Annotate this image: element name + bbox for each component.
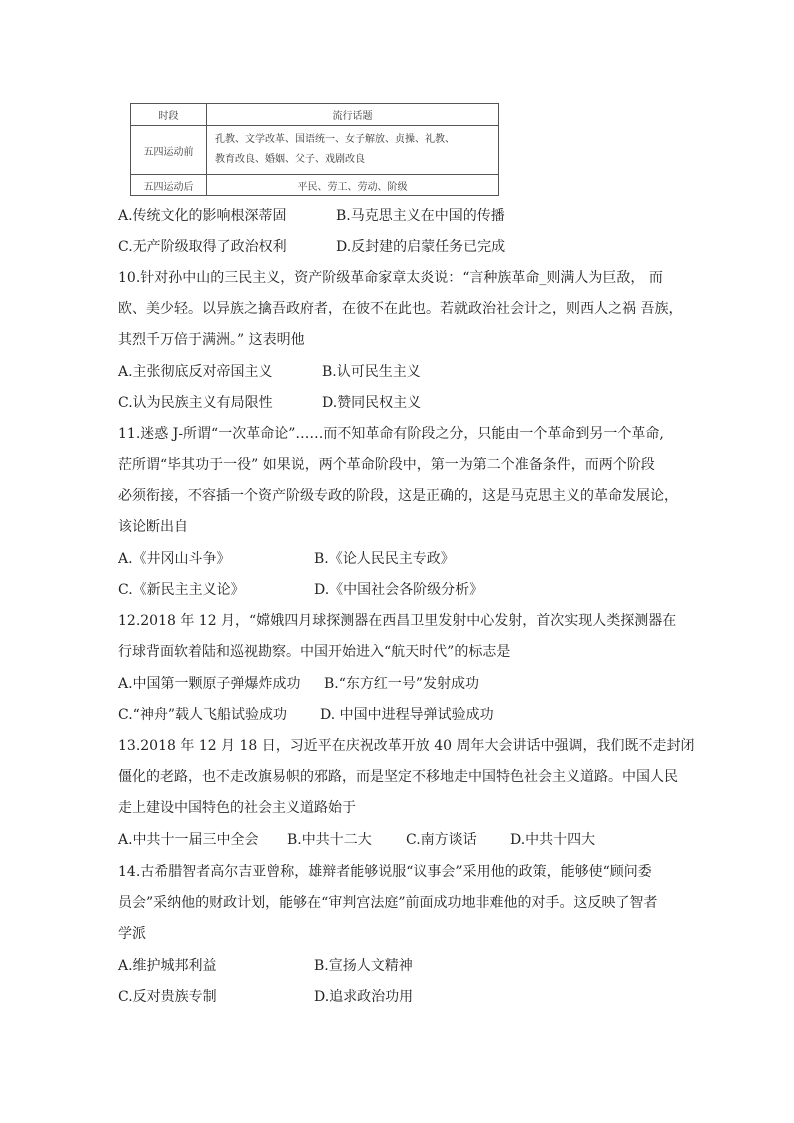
q9-option-d: D.反封建的启蒙任务已完成 <box>336 239 506 255</box>
q10-stem-line: 其烈千万倍于满洲。” 这表明他 <box>118 332 305 348</box>
q14-stem-line: 员会”采纳他的财政计划，能够在“审判宫法庭”前面成功地非难他的对手。这反映了智者 <box>118 895 658 911</box>
table-cell-period: 五四运动后 <box>131 175 207 196</box>
q14-stem-line: 学派 <box>118 926 146 942</box>
q11-stem-line: 该论断出自 <box>118 519 188 535</box>
q10-option-b: B.认可民生主义 <box>322 364 421 380</box>
q14-option-b: B.宣扬人文精神 <box>314 958 413 974</box>
table-header-topics: 流行话题 <box>207 104 499 126</box>
q12-option-a: A.中国第一颗原子弹爆炸成功 <box>118 676 301 692</box>
q12-option-d: D. 中国中进程导弹试验成功 <box>320 707 494 723</box>
q9-option-c: C.无产阶级取得了政治权利 <box>118 239 287 255</box>
q13-stem-line: 走上建设中国特色的社会主义道路始于 <box>118 800 356 816</box>
table-row <box>131 126 499 175</box>
q12-option-c: C.“神舟”载人飞船试验成功 <box>118 707 287 723</box>
table-row <box>131 175 499 196</box>
q11-option-c: C.《新民主主义论》 <box>118 582 245 598</box>
topics-line: 教育改良、婚姻、父子、戏剧改良 <box>215 154 365 165</box>
q11-option-d: D.《中国社会各阶级分析》 <box>314 582 484 598</box>
q12-option-b: B.“东方红一号”发射成功 <box>324 676 480 692</box>
q13-stem-line: 僵化的老路，也不走改旗易帜的邪路，而是坚定不移地走中国特色社会主义道路。中国人民 <box>118 769 678 785</box>
q10-option-a: A.主张彻底反对帝国主义 <box>118 364 273 380</box>
topics-table <box>130 103 499 196</box>
q13-stem-line: 13.2018 年 12 月 18 日，习近平在庆祝改革开放 40 周年大会讲话中强调，我们既不走封闭 <box>118 738 695 754</box>
table-cell-topics <box>207 126 499 175</box>
q13-option-d: D.中共十四大 <box>510 832 596 848</box>
q14-stem-line: 14.古希腊智者高尔吉亚曾称，雄辩者能够说服“议事会”采用他的政策，能够使“顾问委 <box>118 864 652 880</box>
q11-stem-line: 11.迷惑 J-所谓“一次革命论”……而不知革命有阶段之分，只能由一个革命到另一个革命, <box>118 426 664 442</box>
q11-stem-line: 茫所谓“毕其功于一役” 如果说，两个革命阶段中，第一为第二个准备条件，而两个阶段 <box>118 457 655 473</box>
q11-option-a: A.《井冈山斗争》 <box>118 551 231 567</box>
q12-stem-line: 12.2018 年 12 月，“嫦娥四月球探测器在西昌卫里发射中心发射，首次实现人类探测器在 <box>118 613 677 629</box>
q10-stem-line: 10.针对孙中山的三民主义，资产阶级革命家章太炎说：“言种族革命_则满人为巨敌， 而 <box>118 270 663 286</box>
topics-line: 孔教、文学改革、国语统一、女子解放、贞操、礼教、 <box>215 134 455 145</box>
q12-stem-line: 行球背面软着陆和巡视勘察。中国开始进入“航天时代”的标志是 <box>118 644 511 660</box>
q13-option-c: C.南方谈话 <box>406 832 477 848</box>
table-cell-period: 五四运动前 <box>131 126 207 175</box>
q13-option-a: A.中共十一届三中全会 <box>118 832 259 848</box>
q11-option-b: B.《论人民民主专政》 <box>314 551 455 567</box>
q10-stem-line: 欧、美少轻。以异族之擒吾政府者，在彼不在此也。若就政治社会计之，则西人之祸 吾族， <box>118 301 683 317</box>
q14-option-c: C.反对贵族专制 <box>118 989 217 1005</box>
q13-option-b: B.中共十二大 <box>287 832 372 848</box>
table-cell-topics: 平民、劳工、劳动、阶级 <box>207 175 499 196</box>
q10-option-d: D.赞同民权主义 <box>322 395 422 411</box>
q9-option-b: B.马克思主义在中国的传播 <box>336 208 505 224</box>
q11-stem-line: 必须衔接，不容插一个资产阶级专政的阶段，这是正确的，这是马克思主义的革命发展论， <box>118 488 678 504</box>
q10-option-c: C.认为民族主义有局限性 <box>118 395 273 411</box>
q14-option-d: D.追求政治功用 <box>314 989 414 1005</box>
q14-option-a: A.维护城邦利益 <box>118 958 217 974</box>
table-header-period: 时段 <box>131 104 207 126</box>
q9-option-a: A.传统文化的影响根深蒂固 <box>118 208 287 224</box>
